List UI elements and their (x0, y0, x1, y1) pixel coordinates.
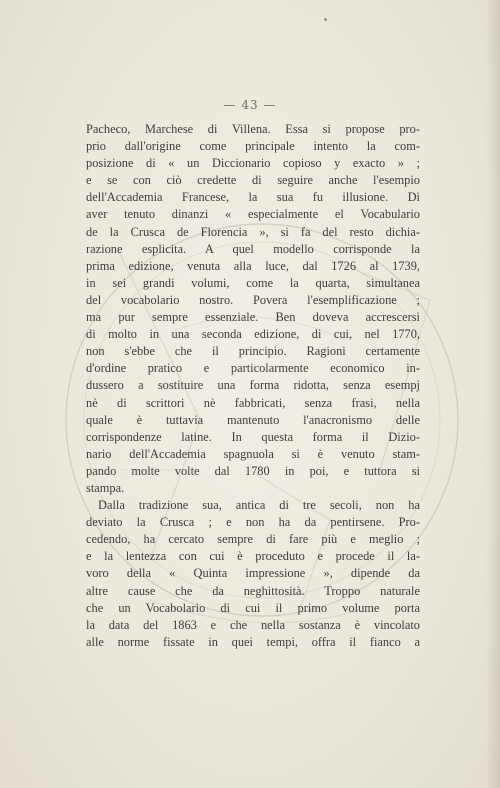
text-line: ma pur sempre essenziale. Ben doveva accrescersi (86, 310, 420, 325)
text-line: nè di scrittori nè fabbricati, senza frasi, nella (86, 395, 420, 410)
text-line: dussero a sostituire una forma ridotta, senza esempj (86, 378, 420, 393)
text-line: del vocabolario nostro. Povera l'esemplificazione ; (86, 292, 420, 307)
text-line: stampa. (86, 480, 125, 495)
text-line: Pacheco, Marchese di Villena. Essa si propose pro- (86, 122, 420, 136)
text-line: nario dell'Accademia spagnuola si è venuto stam- (86, 446, 420, 461)
paragraph-1 (86, 121, 420, 497)
text-line: d'ordine pratico e particolarmente economico in- (86, 361, 420, 376)
text-line: corrispondenze latine. In questa forma il Dizio- (86, 429, 420, 444)
text-line: in sei grandi volumi, come la quarta, simultanea (86, 275, 420, 290)
text-line: deviato la Crusca ; e non ha da pentirsene. Pro- (86, 515, 420, 530)
paragraph-2 (86, 497, 420, 651)
text-line: quale è tuttavia mantenuto l'anacronismo delle (86, 412, 420, 427)
text-line: prio dall'origine come principale intento la com- (86, 139, 420, 154)
text-line: cedendo, ha cercato sempre di fare più e meglio ; (86, 532, 420, 547)
text-line: posizione di « un Diccionario copioso y exacto » ; (86, 156, 420, 171)
body-text (86, 121, 420, 651)
text-line: razione esplicita. A quel modello corrisponde la (86, 241, 420, 256)
text-line: la data del 1863 e che nella sostanza è vincolato (86, 617, 420, 632)
text-line: dell'Accademia Francese, la sua fu illusione. Di (86, 190, 420, 205)
text-line: che un Vocabolario di cui il primo volume porta (86, 600, 420, 615)
page-number: — 43 — (223, 98, 277, 112)
page-edge-shadow (486, 0, 500, 788)
text-line: voro della « Quinta impressione », dipende da (86, 566, 420, 581)
text-line: prima edizione, venuta alla luce, dal 1726 al 1739, (86, 258, 420, 273)
text-line: e se con ciò credette di seguire anche l'esempio (86, 173, 420, 188)
text-line: pando molte volte dal 1780 in poi, e tuttora si (86, 463, 420, 478)
text-line: aver tenuto dinanzi « especialmente el Vocabulario (86, 207, 420, 222)
text-line: de la Crusca de Florencia », si fa del resto dichia- (86, 224, 420, 239)
text-line: altre cause che da neghittosità. Troppo naturale (86, 583, 420, 598)
text-line: di molto in una seconda edizione, di cui, nel 1770, (86, 327, 420, 342)
text-line: alle norme fissate in quei tempi, offra il fianco a (86, 634, 420, 649)
text-line: non s'ebbe che il principio. Ragioni certamente (86, 344, 420, 359)
text-line: e la lentezza con cui è proceduto e procede il la- (86, 549, 420, 564)
paper-speck (324, 18, 327, 21)
text-line: Dalla tradizione sua, antica di tre secoli, non ha (98, 498, 420, 513)
